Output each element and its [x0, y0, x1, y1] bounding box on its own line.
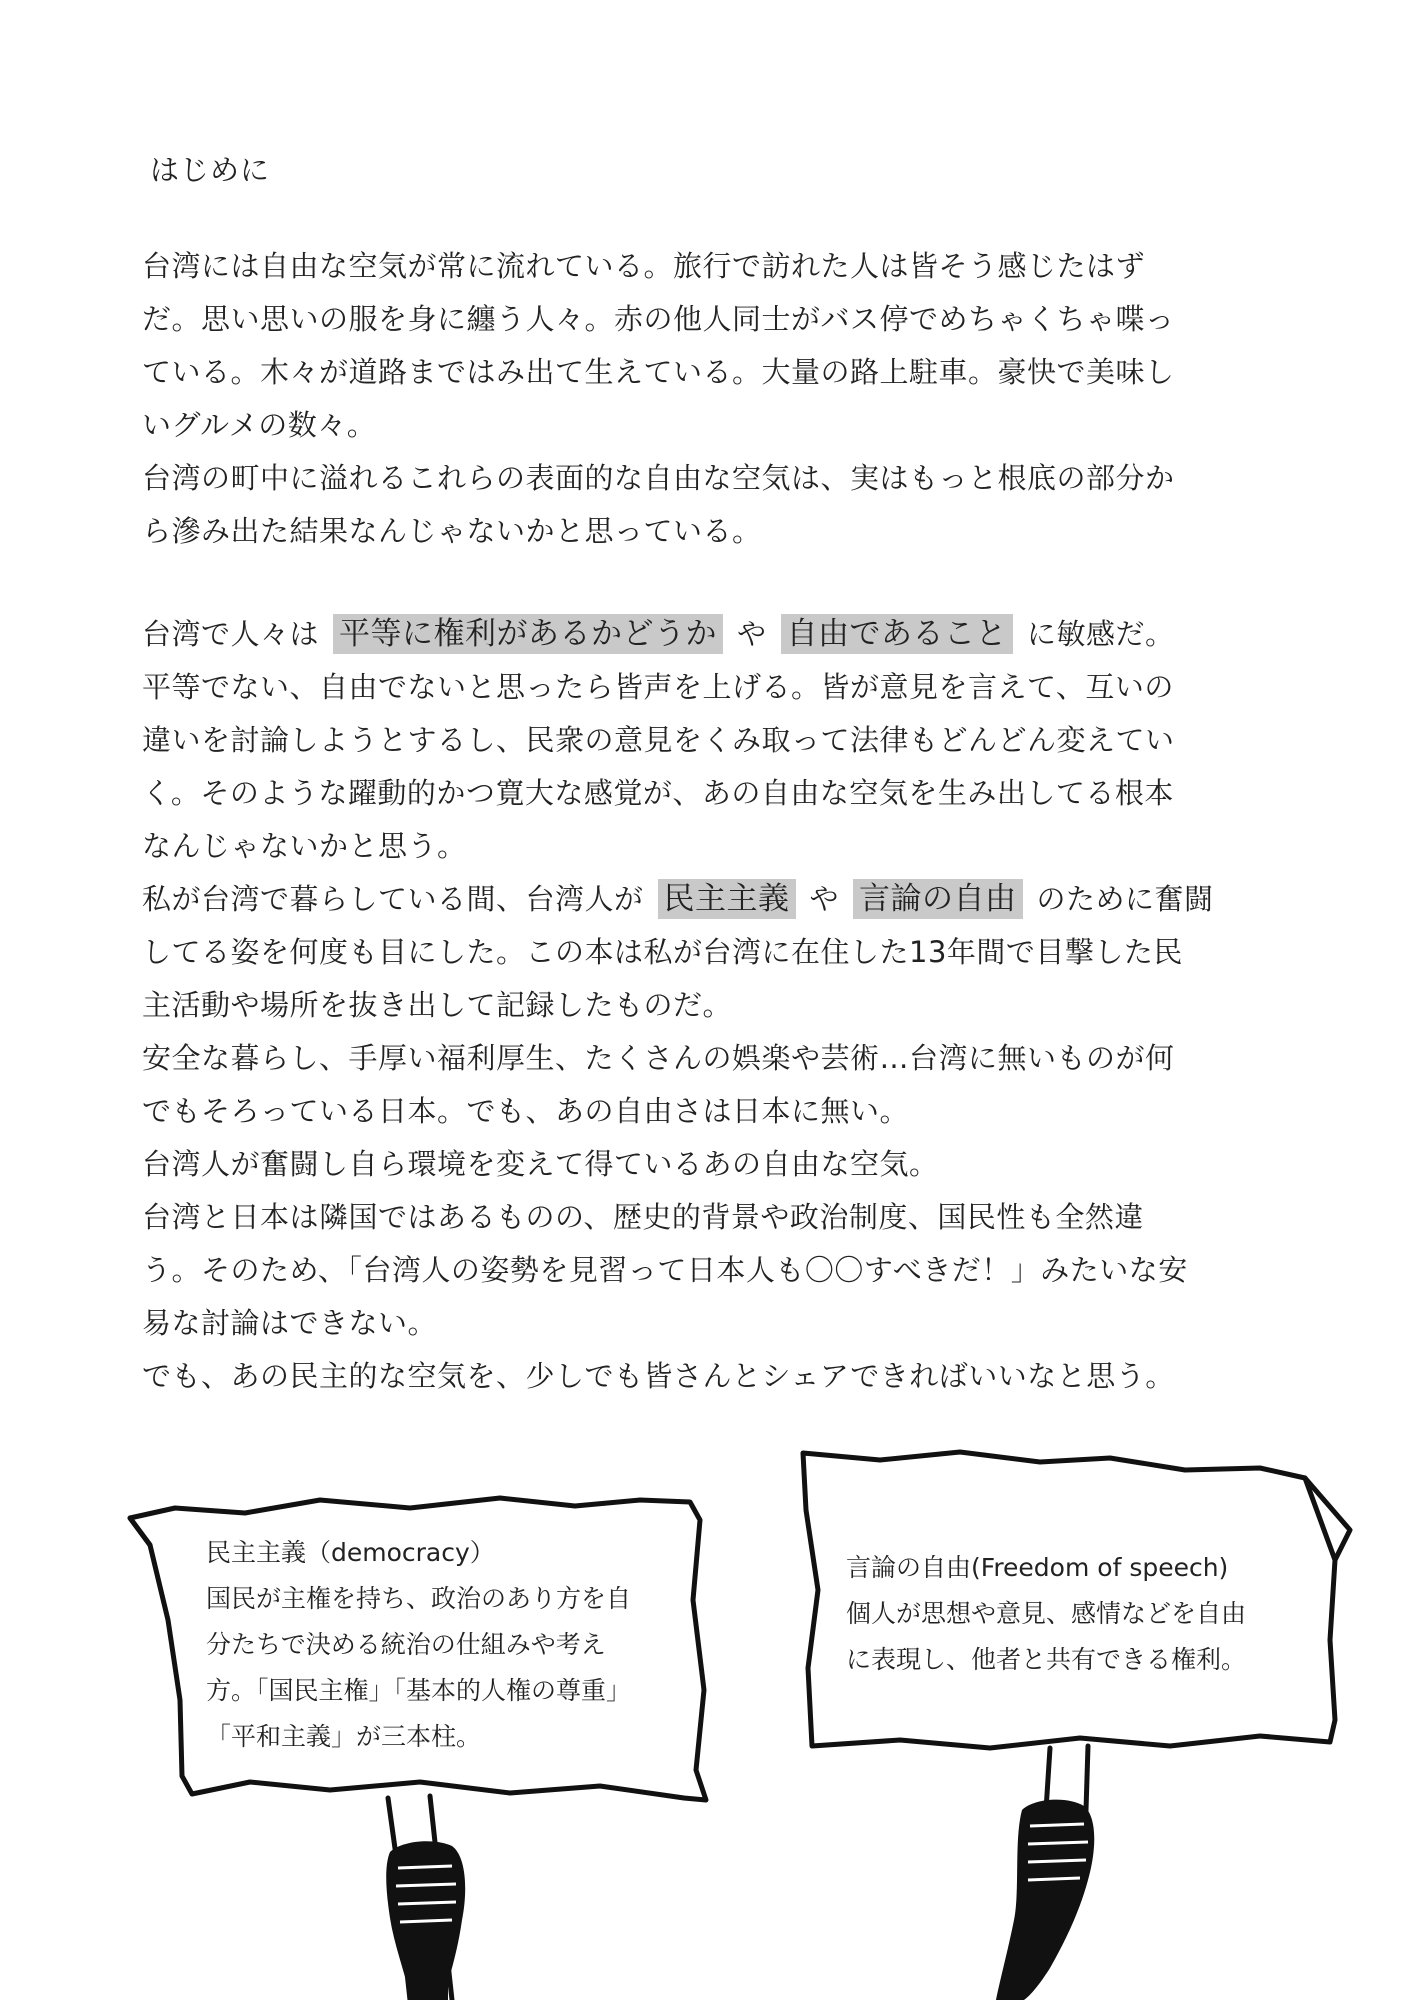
text-line: 台湾には自由な空気が常に流れている。旅行で訪れた人は皆そう感じたはず [142, 249, 1146, 283]
highlight-equal-rights: 平等に権利があるかどうか [333, 614, 723, 654]
text-line: 台湾人が奮闘し自ら環境を変えて得ているあの自由な空気。 [142, 1147, 939, 1181]
text-line: 平等でない、自由でないと思ったら皆声を上げる。皆が意見を言えて、互いの [142, 670, 1174, 704]
text-line: ている。木々が道路まではみ出て生えている。大量の路上駐車。豪快で美味し [142, 355, 1175, 389]
sign-line: 国民が主権を持ち、政治のあり方を自 [206, 1584, 632, 1613]
sign-line: 「平和主義」が三本柱。 [206, 1722, 482, 1751]
text-line: 安全な暮らし、手厚い福利厚生、たくさんの娯楽や芸術…台湾に無いものが何 [142, 1041, 1175, 1075]
highlight-democracy: 民主主義 [658, 879, 796, 919]
text-line: いグルメの数々。 [142, 408, 377, 442]
line-prefix: 私が台湾で暮らしている間、台湾人が [142, 882, 644, 916]
line-prefix: 台湾で人々は [142, 617, 320, 651]
text-line: ら滲み出た結果なんじゃないかと思っている。 [142, 514, 762, 548]
text-line: でも、あの民主的な空気を、少しでも皆さんとシェアできればいいなと思う。 [142, 1359, 1175, 1393]
highlight-free-speech: 言論の自由 [853, 879, 1023, 919]
text-line: く。そのような躍動的かつ寛大な感覚が、あの自由な空気を生み出してる根本 [142, 776, 1174, 810]
sign-line: 個人が思想や意見、感情などを自由 [846, 1599, 1247, 1628]
text-line: 主活動や場所を抜き出して記録したものだ。 [142, 988, 733, 1022]
sign-line: に表現し、他者と共有できる権利。 [846, 1645, 1247, 1674]
right-fist-icon [996, 1800, 1094, 2000]
line-suffix: のために奮闘 [1036, 882, 1214, 916]
text-line: 易な討論はできない。 [142, 1306, 438, 1340]
sign-democracy-text [206, 1530, 631, 1760]
line-suffix: に敏感だ。 [1027, 617, 1175, 651]
text-line: なんじゃないかと思う。 [142, 829, 467, 863]
line-mid: や [809, 882, 840, 916]
sign-free-speech-text [846, 1545, 1246, 1683]
line-mid: や [737, 617, 767, 651]
text-line: でもそろっている日本。でも、あの自由さは日本に無い。 [142, 1094, 910, 1128]
highlight-being-free: 自由であること [781, 614, 1014, 654]
text-line: 違いを討論しようとするし、民衆の意見をくみ取って法律もどんどん変えてい [142, 723, 1175, 757]
sign-heading: 言論の自由(Freedom of speech) [846, 1553, 1229, 1582]
text-line: してる姿を何度も目にした。この本は私が台湾に在住した13年間で目撃した民 [142, 935, 1183, 969]
page-title: はじめに [150, 153, 271, 187]
sign-heading: 民主主義（democracy） [206, 1538, 495, 1567]
text-line: 台湾の町中に溢れるこれらの表面的な自由な空気は、実はもっと根底の部分か [142, 461, 1175, 495]
text-line: 台湾と日本は隣国ではあるものの、歴史的背景や政治制度、国民性も全然違 [142, 1200, 1144, 1234]
sign-line: 方。「国民主権」「基本的人権の尊重」 [206, 1676, 632, 1705]
sign-line: 分たちで決める統治の仕組みや考え [206, 1630, 606, 1659]
text-line: う。そのため、「台湾人の姿勢を見習って日本人も〇〇すべきだ！」みたいな安 [142, 1253, 1188, 1287]
text-line: だ。思い思いの服を身に纏う人々。赤の他人同士がバス停でめちゃくちゃ喋っ [142, 302, 1175, 336]
